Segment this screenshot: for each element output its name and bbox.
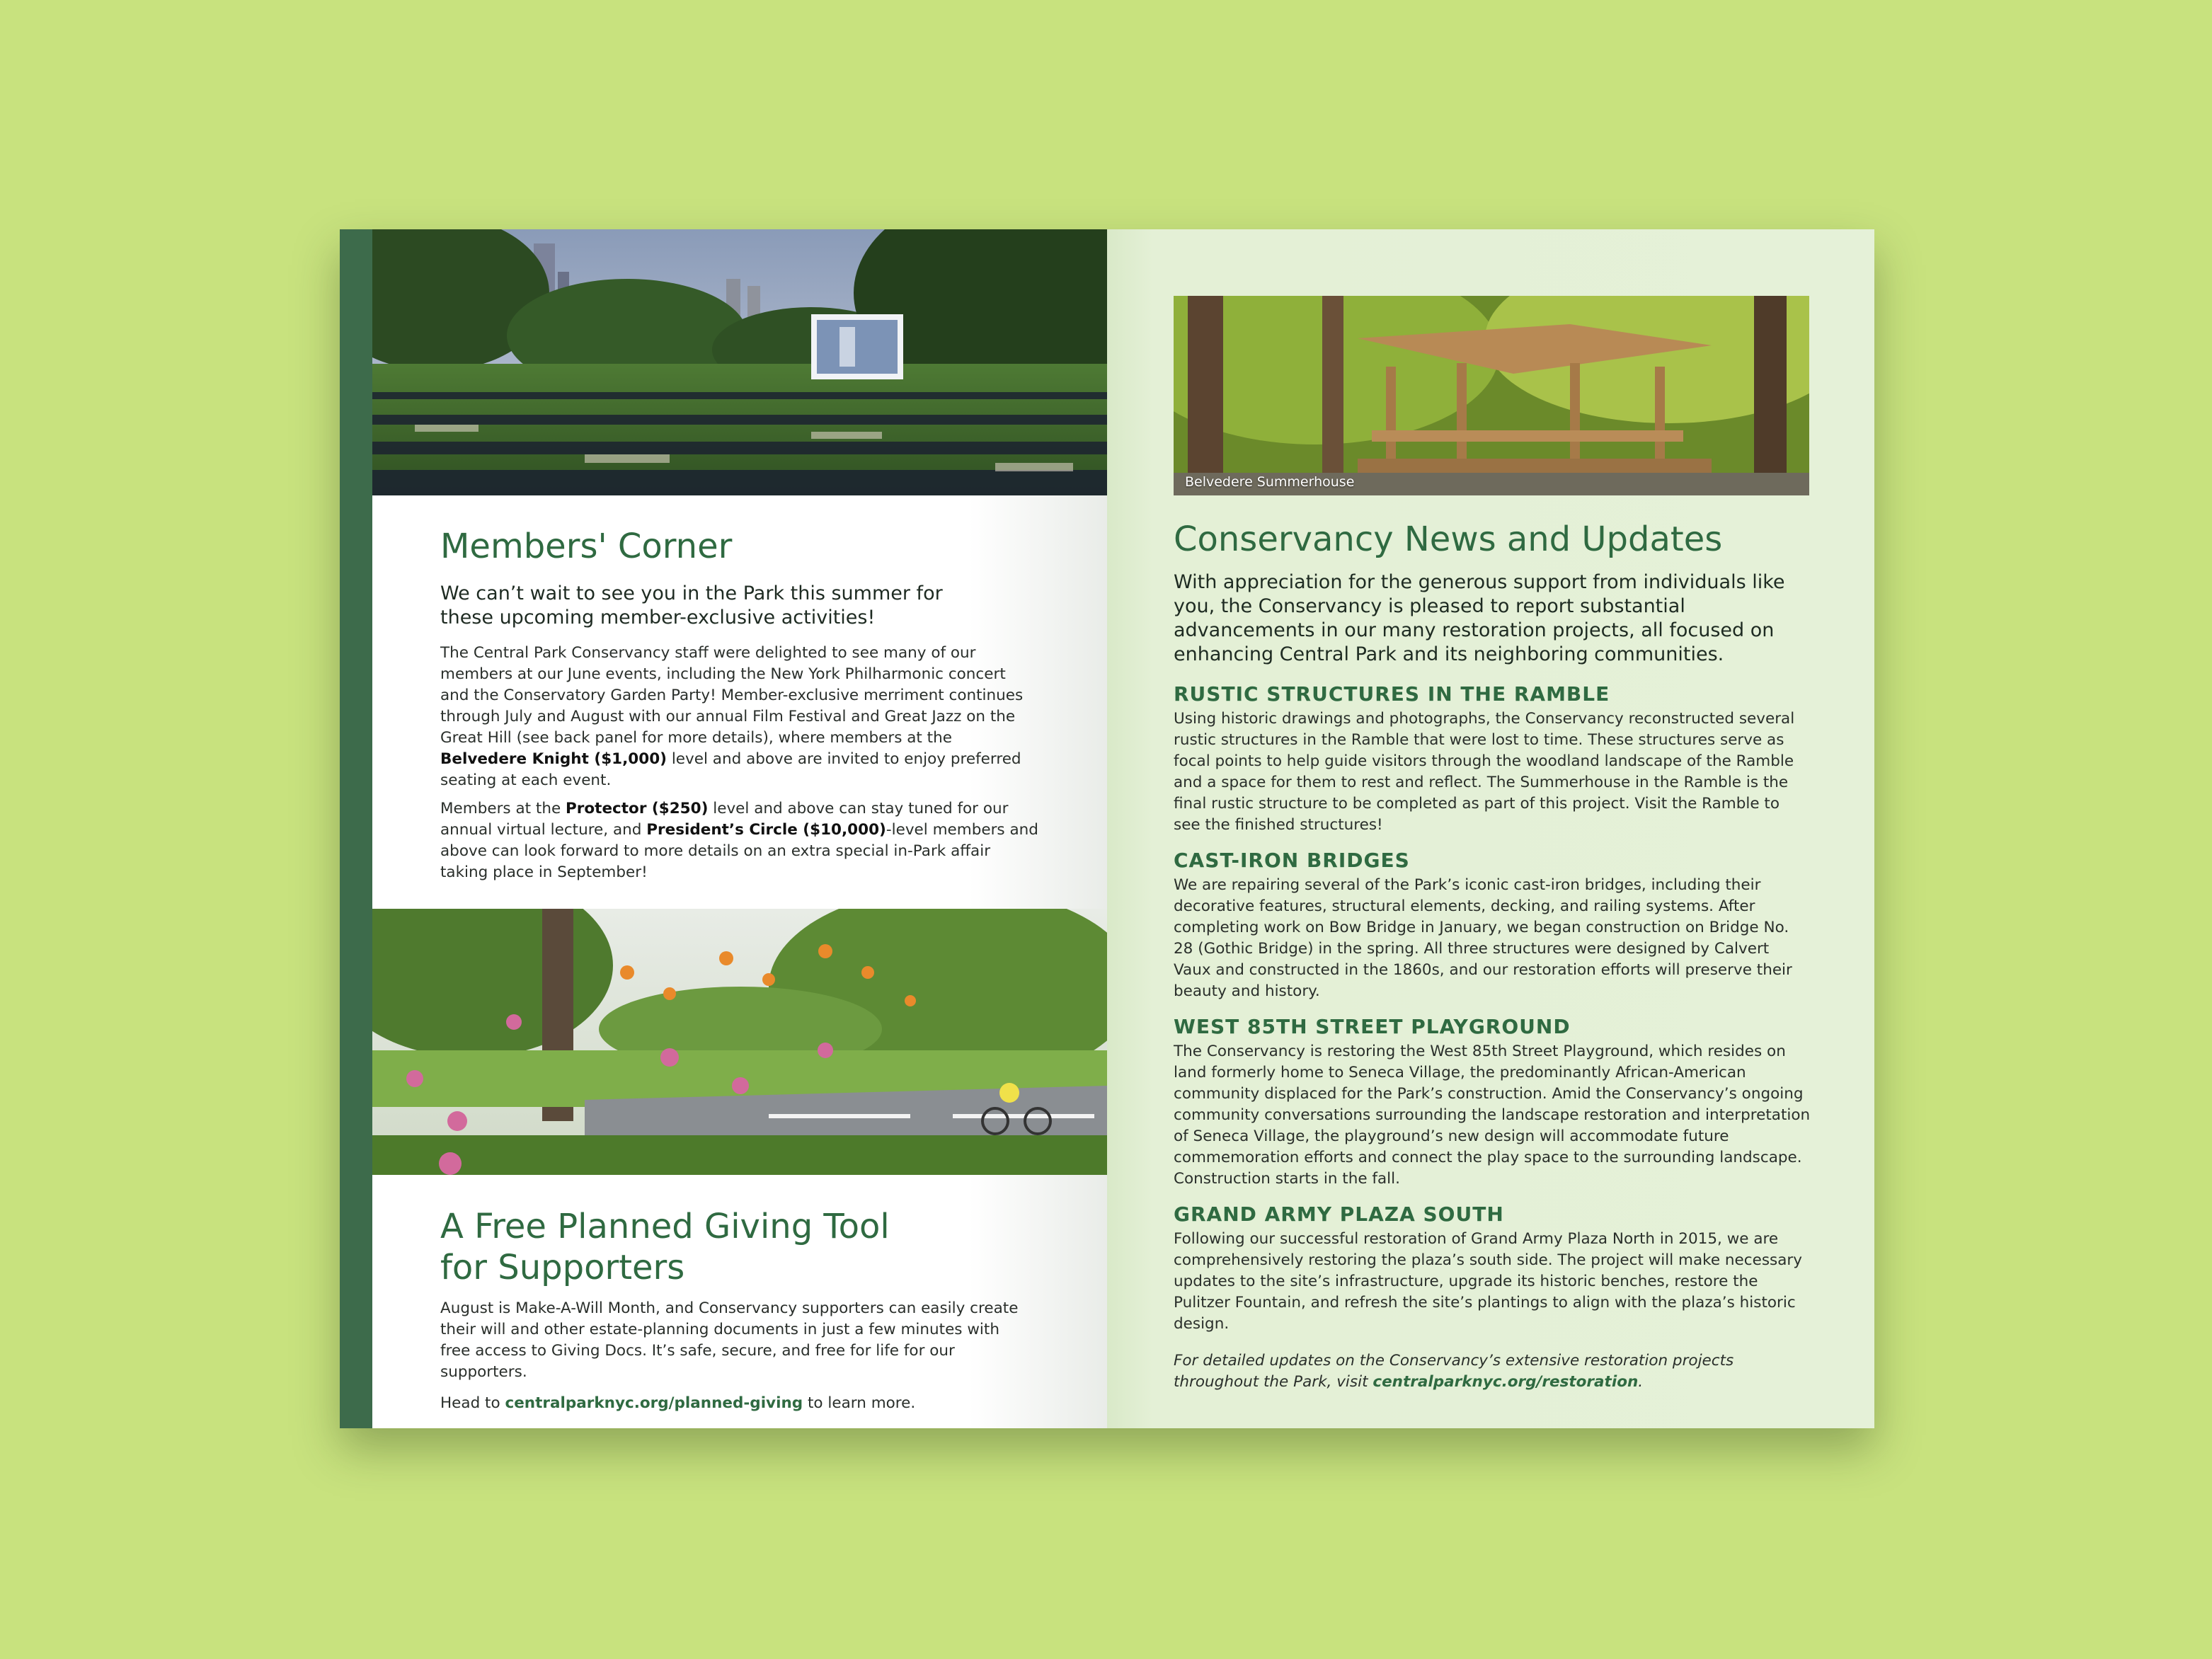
planned-giving-paragraph: August is Make-A-Will Month, and Conservancy supporters can easily create their will and other estate-planning documents in just a few minutes with free access to Giving Docs. It’s safe, secure, and free for life for our supporters. xyxy=(440,1299,1019,1381)
planned-giving-title-line-1: A Free Planned Giving Tool xyxy=(440,1207,890,1246)
members-corner-lead: We can’t wait to see you in the Park this summer for these upcoming member-exclusive activities! xyxy=(440,582,943,628)
grand-army-plaza-text: Following our successful restoration of Grand Army Plaza North in 2015, we are comprehensively restoring the plaza’s south side. The project will make necessary updates to the site’s infrastructure, upgrade its historic benches, restore the Pulitzer Fountain, and refresh the site’s plantings to align with the plaza’s historic design. xyxy=(1174,1230,1802,1333)
grand-army-plaza-heading: GRAND ARMY PLAZA SOUTH xyxy=(1174,1202,1504,1226)
playground-heading: WEST 85TH STREET PLAYGROUND xyxy=(1174,1015,1571,1038)
members-corner-paragraph-1 xyxy=(440,643,1035,791)
brochure-spread xyxy=(340,229,1874,1428)
news-section-grand-army xyxy=(1174,1202,1825,1335)
presidents-circle-level: President’s Circle ($10,000) xyxy=(646,821,886,839)
p2-text-a: Members at the xyxy=(440,800,566,817)
restoration-note xyxy=(1174,1350,1811,1393)
belvedere-knight-level: Belvedere Knight ($1,000) xyxy=(440,750,667,768)
planned-giving-title-line-2: for Supporters xyxy=(440,1248,685,1287)
restoration-link[interactable]: centralparknyc.org/restoration xyxy=(1373,1373,1639,1391)
head-to-text: Head to xyxy=(440,1394,505,1412)
rustic-structures-text: Using historic drawings and photographs, the Conservancy reconstructed several rustic structures in the Ramble that were lost to time. These structures serve as focal points to help guide visitors through the woodland landscape of the Ramble and a space for them to rest and reflect. The Summerhouse in the Ramble is the final rustic structure to be completed as part of this project. Visit the Ramble to see the finished structures! xyxy=(1174,710,1795,834)
left-page xyxy=(340,229,1107,1428)
restoration-note-text: For detailed updates on the Conservancy’s extensive restoration projects throughout the Park, visit xyxy=(1174,1352,1734,1391)
members-corner-title: Members' Corner xyxy=(440,527,733,566)
p2-text-c: -level members and above can look forward to more details on an extra special in-Park affair taking place in September! xyxy=(440,821,1038,881)
planned-giving-section xyxy=(440,1206,1049,1414)
cast-iron-bridges-text: We are repairing several of the Park’s iconic cast-iron bridges, including their decorative features, structural elements, decking, and railing systems. After completing work on Bow Bridge in January, we began construction on Bridge No. 28 (Gothic Bridge) in the spring. All three structures were designed by Calvert Vaux and constructed in the 1860s, and our restoration efforts will preserve their beauty and history. xyxy=(1174,876,1792,1000)
p1-text-b: level and above are invited to enjoy preferred seating at each event. xyxy=(440,750,1021,789)
members-corner-paragraph-2 xyxy=(440,798,1042,883)
p1-text-a: The Central Park Conservancy staff were delighted to see many of our members at our June events, including the New York Philharmonic concert and the Conservatory Garden Party! Member-exclusive merriment continues through July and August with our annual Film Festival and Great Jazz on the Great Hill (see back panel for more details), where members at the xyxy=(440,644,1024,747)
planned-giving-title xyxy=(440,1206,1049,1288)
news-updates-lead: With appreciation for the generous support from individuals like you, the Conservancy is pleased to report substantial advancements in our many restoration projects, all focused on enhancing Central Park and its neighboring communities. xyxy=(1174,571,1785,665)
flowers-path-photo xyxy=(372,909,1107,1175)
protector-level: Protector ($250) xyxy=(566,800,709,817)
planned-giving-link[interactable]: centralparknyc.org/planned-giving xyxy=(505,1394,803,1412)
learn-more-text: to learn more. xyxy=(803,1394,916,1412)
news-updates-title: Conservancy News and Updates xyxy=(1174,519,1723,559)
restoration-note-end: . xyxy=(1638,1373,1644,1391)
rustic-structures-heading: RUSTIC STRUCTURES IN THE RAMBLE xyxy=(1174,682,1610,706)
playground-text: The Conservancy is restoring the West 85th Street Playground, which resides on land formerly home to Seneca Village, the predominantly African-American community displaced for the Park’s construction. Amid the Conservancy’s ongoing community conversations surrounding the landscape restoration and interpretation of Seneca Village, the playground’s new design will accommodate future commemoration efforts and connect the play space to the surrounding landscape. Construction starts in the fall. xyxy=(1174,1043,1811,1188)
p2-text-b: level and above can stay tuned for our annual virtual lecture, and xyxy=(440,800,1009,839)
news-updates-section xyxy=(1174,518,1825,1393)
members-corner-section xyxy=(440,525,1049,883)
left-color-strip xyxy=(340,229,372,1428)
news-section-rustic xyxy=(1174,682,1825,836)
news-section-bridges xyxy=(1174,849,1825,1002)
belvedere-summerhouse-photo xyxy=(1174,296,1809,495)
right-page xyxy=(1107,229,1874,1428)
cast-iron-bridges-heading: CAST-IRON BRIDGES xyxy=(1174,849,1410,872)
photo-caption: Belvedere Summerhouse xyxy=(1185,474,1355,490)
film-festival-photo xyxy=(372,229,1107,495)
planned-giving-link-paragraph xyxy=(440,1393,1049,1414)
news-section-playground xyxy=(1174,1015,1825,1190)
